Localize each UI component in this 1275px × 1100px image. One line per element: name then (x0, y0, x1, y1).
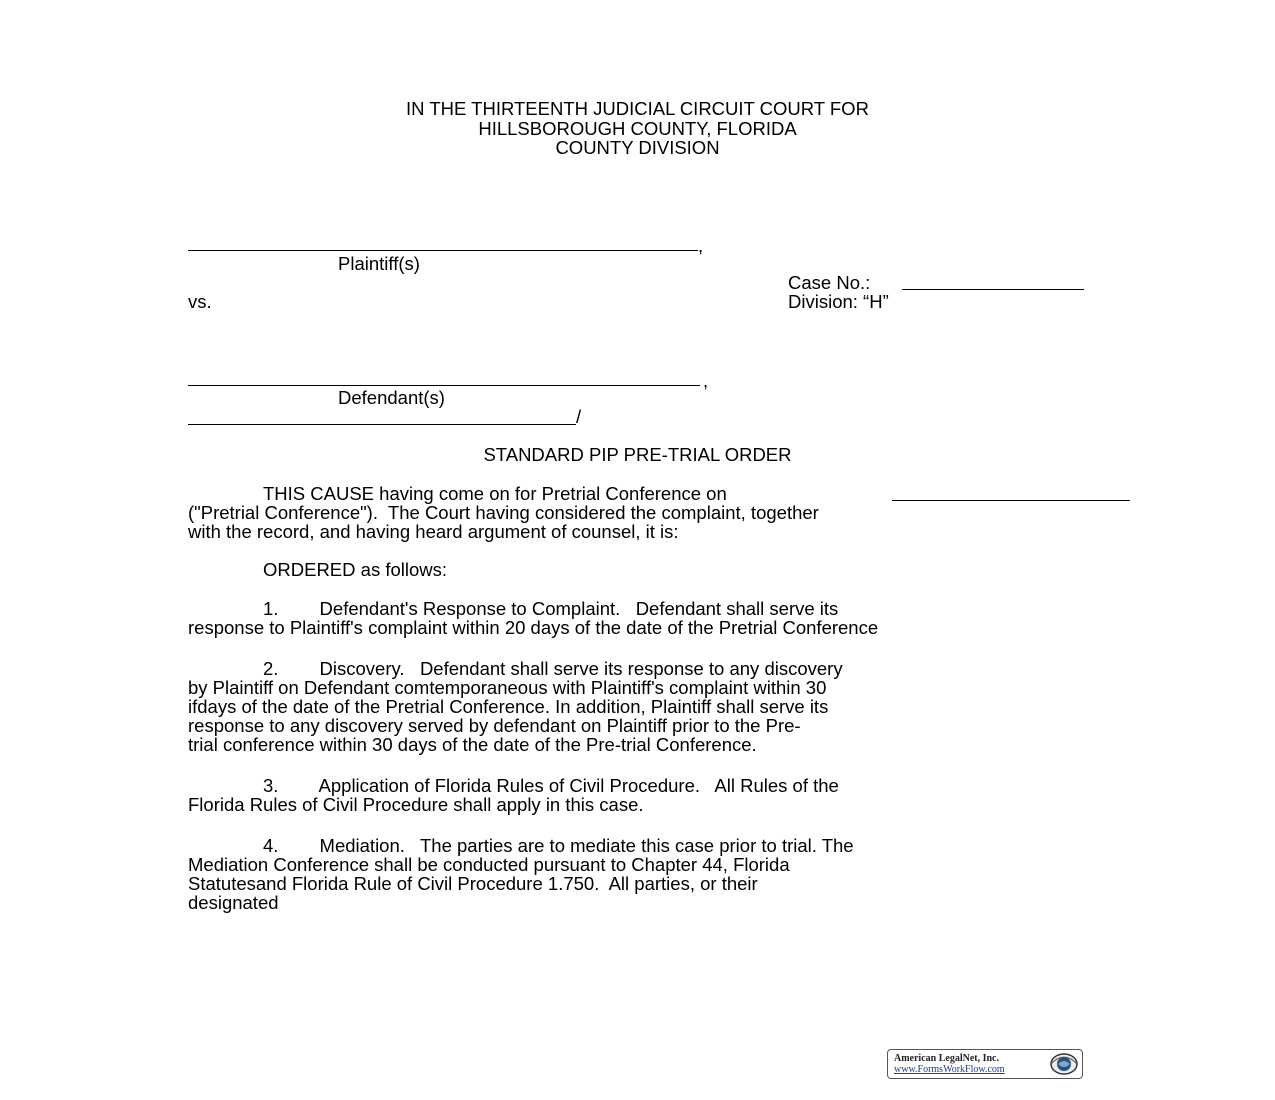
item-1-line-2: response to Plaintiff's complaint within 20 days of the date of the Pretrial Conference (188, 617, 879, 638)
defendant-extra-blank[interactable] (188, 424, 576, 425)
plaintiff-label: Plaintiff(s) (338, 253, 420, 274)
item-2-line-3: ifdays of the date of the Pretrial Conference. In addition, Plaintiff shall serve its (188, 696, 829, 717)
intro-line-2: ("Pretrial Conference"). The Court having considered the complaint, together (188, 502, 819, 523)
item-4-line-3: Statutesand Florida Rule of Civil Procedure 1.750. All parties, or their (188, 873, 758, 894)
defendant-name-blank[interactable] (188, 385, 700, 386)
item-1-line-1: 1. Defendant's Response to Complaint. Defendant shall serve its (263, 598, 839, 619)
item-2-line-5: trial conference within 30 days of the date of the Pre-trial Conference. (188, 734, 757, 755)
defendant-comma: , (703, 370, 709, 391)
defendant-label: Defendant(s) (338, 387, 445, 408)
ordered-heading: ORDERED as follows: (263, 559, 448, 580)
item-4-line-1: 4. Mediation. The parties are to mediate this case prior to trial. The (263, 835, 854, 856)
court-header-line-1: IN THE THIRTEENTH JUDICIAL CIRCUIT COURT FOR (406, 98, 869, 119)
case-no-blank[interactable] (902, 289, 1084, 290)
division-label: Division: “H” (788, 291, 889, 312)
court-header-line-3: COUNTY DIVISION (555, 137, 720, 158)
item-2-line-4: response to any discovery served by defendant on Plaintiff prior to the Pre- (188, 715, 801, 736)
item-3-line-2: Florida Rules of Civil Procedure shall apply in this case. (188, 794, 644, 815)
badge-url-link[interactable]: www.FormsWorkFlow.com (894, 1064, 1005, 1075)
plaintiff-comma: , (698, 235, 704, 256)
caption-slash: / (576, 406, 582, 427)
case-no-label: Case No.: (788, 272, 871, 293)
court-header-line-2: HILLSBOROUGH COUNTY, FLORIDA (478, 118, 797, 139)
item-3-line-1: 3. Application of Florida Rules of Civil Procedure. All Rules of the (263, 775, 839, 796)
versus-label: vs. (188, 291, 212, 312)
item-2-line-2: by Plaintiff on Defendant comtemporaneous with Plaintiff's complaint within 30 (188, 677, 827, 698)
badge-company-name: American LegalNet, Inc. (894, 1053, 999, 1064)
intro-line-1: THIS CAUSE having come on for Pretrial Conference on (263, 483, 727, 504)
pretrial-date-blank[interactable] (892, 500, 1130, 501)
globe-logo-icon (1047, 1052, 1079, 1076)
item-4-line-2: Mediation Conference shall be conducted pursuant to Chapter 44, Florida (188, 854, 790, 875)
plaintiff-name-blank[interactable] (188, 250, 698, 251)
american-legalnet-badge[interactable] (887, 1049, 1083, 1079)
item-2-line-1: 2. Discovery. Defendant shall serve its response to any discovery (263, 658, 843, 679)
item-4-line-4: designated (188, 892, 279, 913)
order-title: STANDARD PIP PRE-TRIAL ORDER (483, 444, 792, 465)
intro-line-3: with the record, and having heard argument of counsel, it is: (188, 521, 679, 542)
